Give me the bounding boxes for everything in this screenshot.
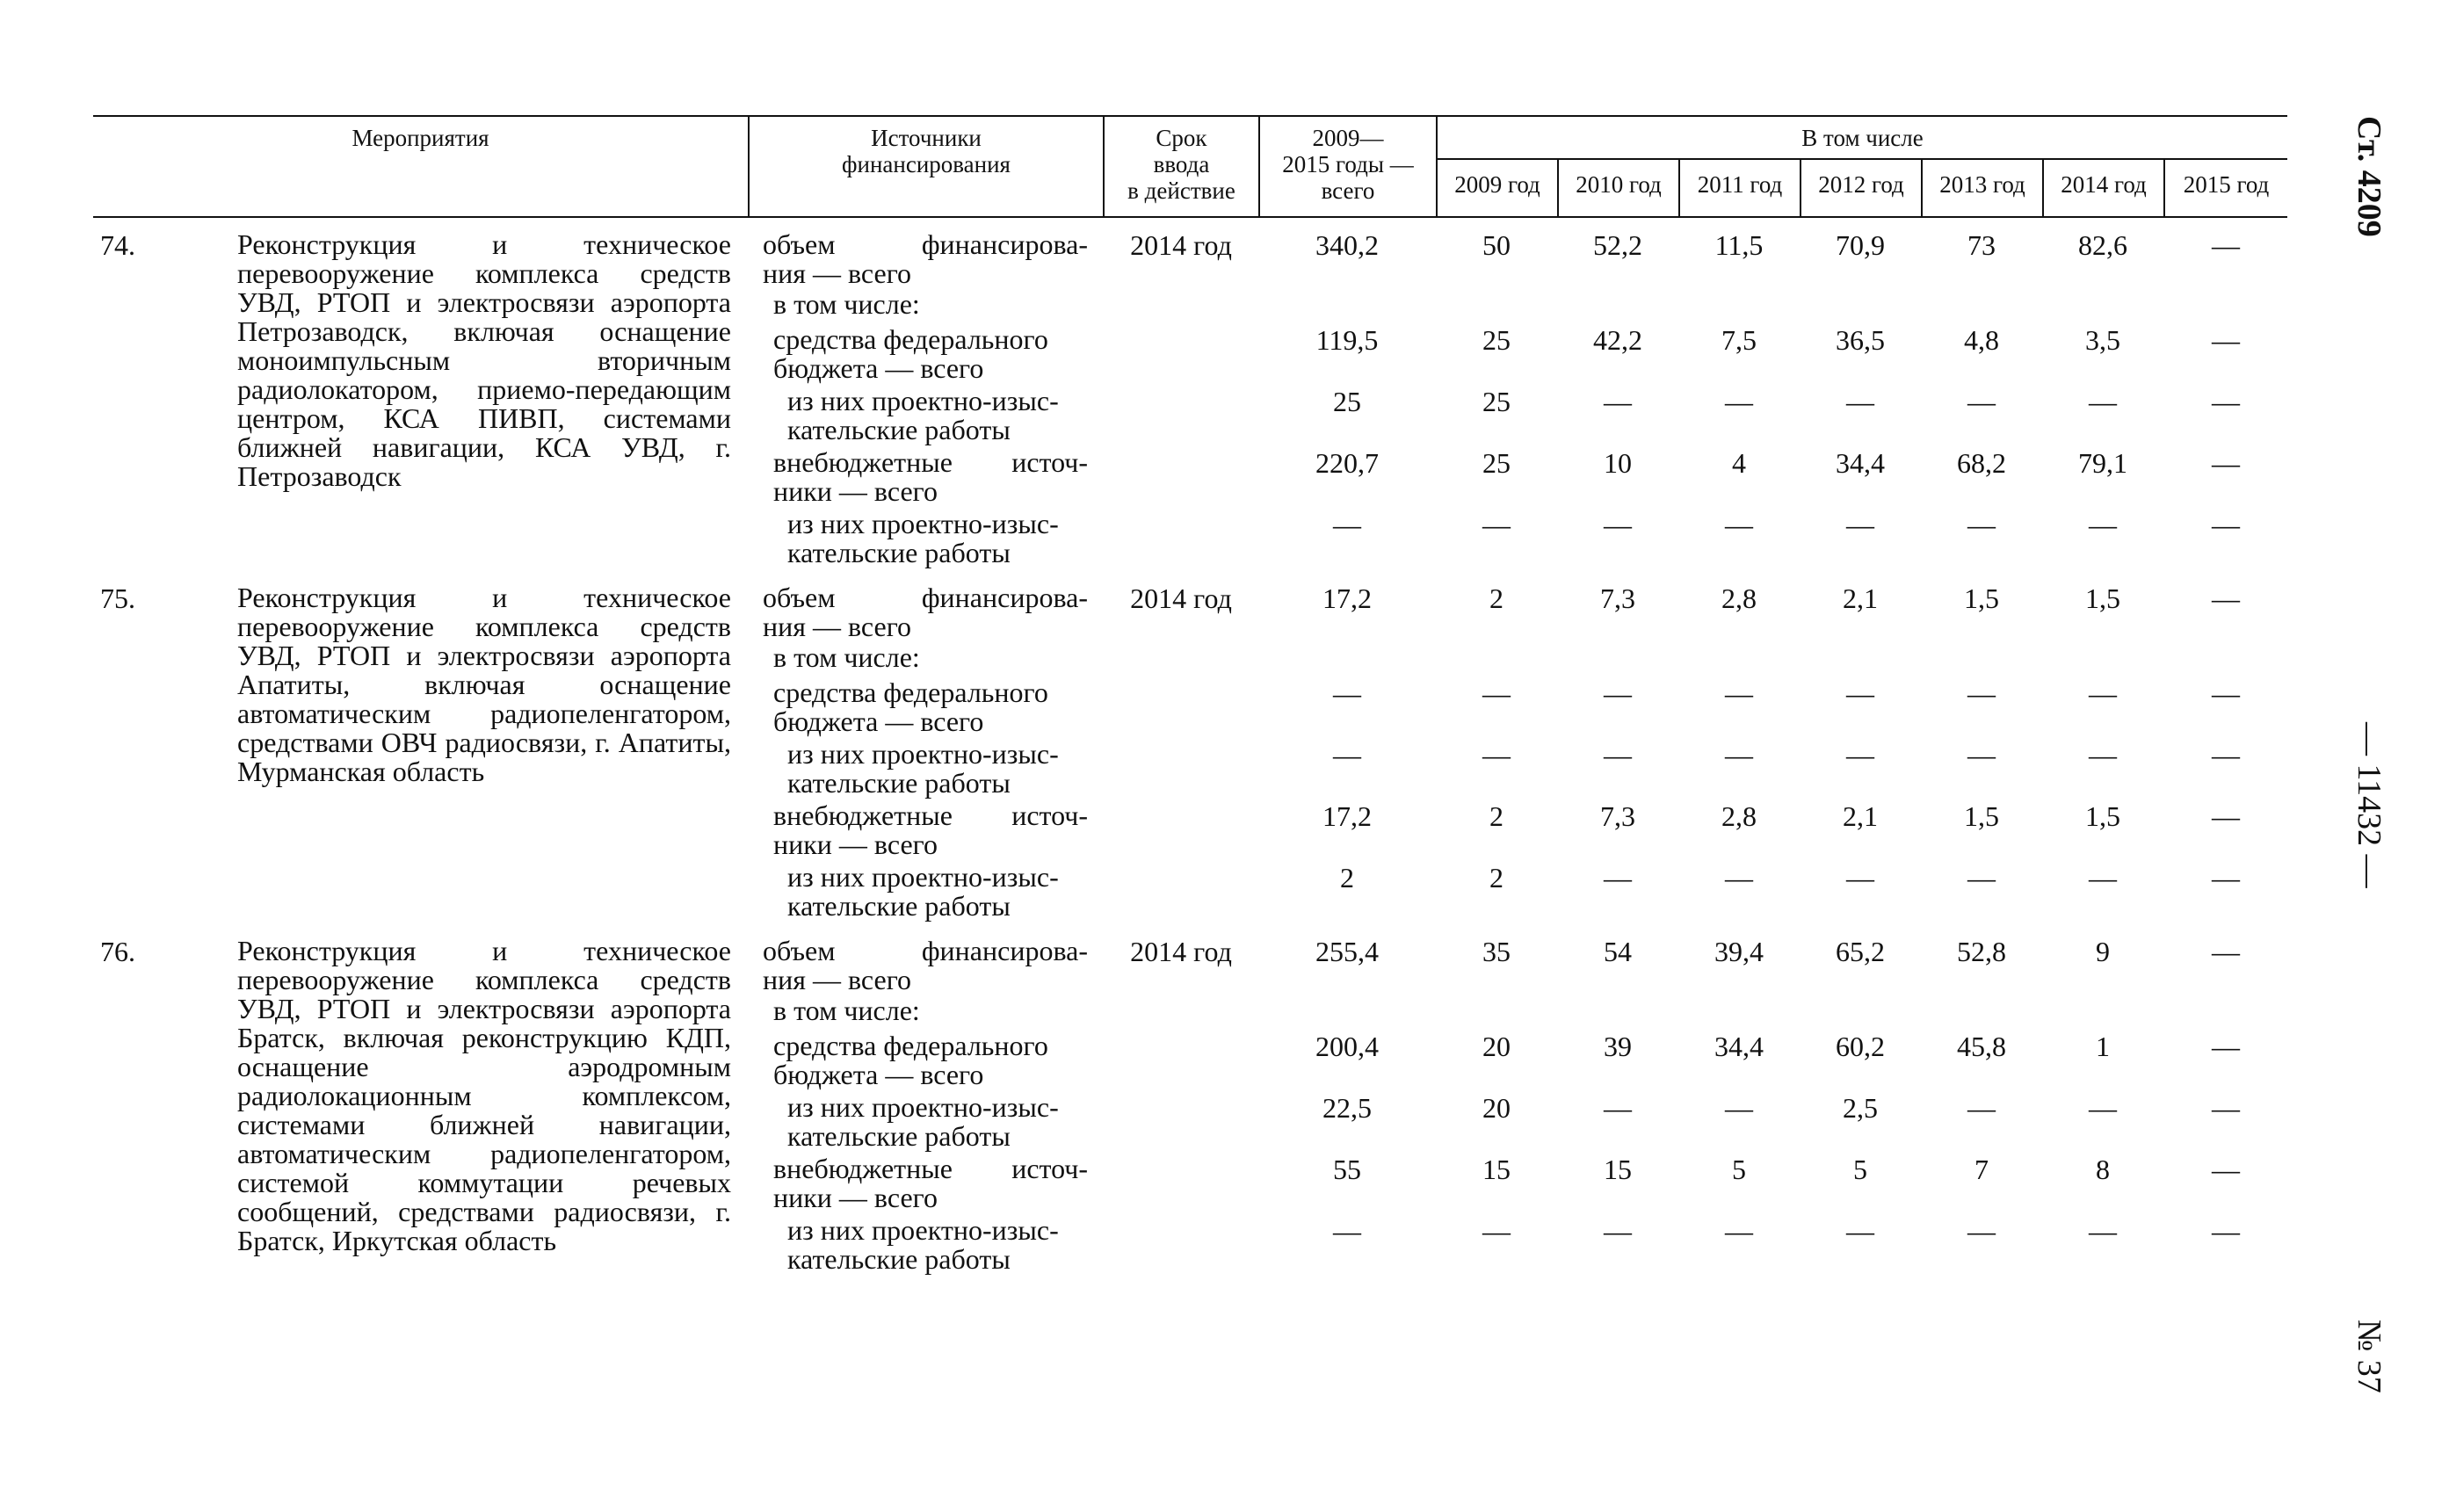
total-value-cell: 22,5 — [1322, 1092, 1372, 1124]
year-value-cell: — — [2089, 862, 2117, 893]
year-value-cell: — — [1967, 386, 1996, 417]
header-year: 2009 год — [1454, 171, 1540, 198]
header-sources-line: Источники — [871, 125, 982, 151]
total-value-cell: — — [1333, 677, 1361, 709]
year-value-cell: — — [1846, 386, 1874, 417]
year-value-cell: 2,1 — [1843, 582, 1878, 614]
year-value-cell: — — [1725, 739, 1753, 770]
year-value-cell: 1,5 — [2085, 800, 2120, 832]
years-header-rule — [1438, 158, 2287, 160]
year-value-cell: 73 — [1967, 229, 1996, 261]
page-number: — 11432 — — [2351, 722, 2387, 888]
funding-source-line: кательские работы — [787, 537, 1011, 568]
funding-source-label — [773, 448, 1088, 506]
funding-source-label — [787, 387, 1088, 445]
year-value-cell: 9 — [2096, 936, 2110, 967]
funding-source-line: кательские работы — [787, 414, 1011, 445]
year-value-cell: 20 — [1482, 1031, 1511, 1062]
funding-source-label — [773, 678, 1088, 736]
year-value-cell: 15 — [1604, 1154, 1632, 1185]
year-value-cell: — — [1482, 1215, 1511, 1247]
total-value-cell: 340,2 — [1315, 229, 1379, 261]
year-value-cell: 34,4 — [1836, 447, 1885, 479]
funding-source-line: ния — всего — [763, 964, 912, 995]
year-value-cell: — — [1725, 1215, 1753, 1247]
measure-description: Реконструкция и техническое перевооружение комплекса средств УВД, РТОП и электросвязи аэропорта Братск, включая реконструкцию КДП, оснащение аэродромным радиолокационным комплексом, системами ближней навигации, автоматическим радиопеленгатором, системой коммутации речевых сообщений, средствами радиосвязи, г. Братск, Иркутская область — [237, 935, 731, 1256]
funding-source-line: бюджета — всего — [773, 352, 984, 384]
funding-source-label — [773, 643, 1088, 672]
funding-source-label — [763, 583, 1088, 641]
year-value-cell: 39 — [1604, 1031, 1632, 1062]
year-value-cell: — — [2212, 1154, 2240, 1185]
year-value-cell: 52,2 — [1593, 229, 1642, 261]
year-value-cell: — — [2212, 800, 2240, 832]
header-total — [1260, 125, 1436, 204]
funding-source-line: ники — всего — [773, 475, 938, 507]
table-header-bottom-rule — [93, 216, 2287, 218]
year-value-cell: 20 — [1482, 1092, 1511, 1124]
year-value-cell: 82,6 — [2078, 229, 2127, 261]
year-value-cell: 25 — [1482, 386, 1511, 417]
year-value-cell: 60,2 — [1836, 1031, 1885, 1062]
funding-source-line: объем финансирова- — [763, 935, 1088, 966]
row-number: 76. — [100, 936, 135, 967]
funding-source-line: кательские работы — [787, 1243, 1011, 1275]
year-value-cell: 1,5 — [2085, 582, 2120, 614]
year-value-cell: — — [1604, 386, 1632, 417]
total-value-cell: 25 — [1333, 386, 1361, 417]
year-value-cell: — — [2212, 936, 2240, 967]
measure-description: Реконструкция и техническое перевооружение комплекса средств УВД, РТОП и электросвязи аэропорта Петрозаводск, включая оснащение моноимпульсным вторичным радиолокатором, приемо-передающим центром, КСА ПИВП, системами ближней навигации, КСА УВД, г. Петрозаводск — [237, 228, 731, 492]
year-value-cell: 4,8 — [1964, 324, 1999, 356]
funding-source-label — [763, 937, 1088, 995]
year-value-cell: 79,1 — [2078, 447, 2127, 479]
year-value-cell: — — [2089, 1092, 2117, 1124]
row-number: 75. — [100, 582, 135, 614]
measure-description: Реконструкция и техническое перевооружение комплекса средств УВД, РТОП и электросвязи аэропорта Апатиты, включая оснащение автоматическим радиопеленгатором, средствами ОВЧ радиосвязи, г. Апатиты, Мурманская область — [237, 582, 731, 787]
year-value-cell: 2 — [1489, 800, 1503, 832]
total-value-cell: — — [1333, 1215, 1361, 1247]
funding-source-label — [773, 996, 1088, 1025]
year-value-cell: — — [1725, 862, 1753, 893]
total-value-cell: 17,2 — [1322, 582, 1372, 614]
year-value-cell: 36,5 — [1836, 324, 1885, 356]
funding-source-line: из них проектно-изыс- — [787, 738, 1059, 770]
year-value-cell: — — [1846, 677, 1874, 709]
year-value-cell: — — [2089, 509, 2117, 540]
funding-source-label — [773, 290, 1088, 319]
header-term-line: в действие — [1127, 177, 1235, 204]
year-value-cell: — — [1967, 1092, 1996, 1124]
year-value-cell: — — [2212, 324, 2240, 356]
funding-source-line: кательские работы — [787, 890, 1011, 922]
row-number: 74. — [100, 229, 135, 261]
year-value-cell: 7,3 — [1600, 582, 1635, 614]
table-top-rule — [93, 115, 2287, 117]
year-value-cell: 3,5 — [2085, 324, 2120, 356]
funding-source-line: ники — всего — [773, 828, 938, 860]
year-value-cell: — — [1725, 677, 1753, 709]
year-value-cell: 5 — [1732, 1154, 1746, 1185]
funding-source-label — [773, 801, 1088, 859]
total-value-cell: 119,5 — [1315, 324, 1379, 356]
header-year: 2010 год — [1576, 171, 1662, 198]
header-measures: Мероприятия — [351, 125, 489, 151]
issue-number: № 37 — [2351, 1320, 2387, 1393]
funding-source-line: бюджета — всего — [773, 705, 984, 737]
year-value-cell: — — [2212, 582, 2240, 614]
year-value-cell: 65,2 — [1836, 936, 1885, 967]
funding-source-line: из них проектно-изыс- — [787, 1214, 1059, 1246]
year-value-cell: 1 — [2096, 1031, 2110, 1062]
year-value-cell: — — [2089, 677, 2117, 709]
funding-source-line: ники — всего — [773, 1182, 938, 1213]
year-value-cell: — — [2212, 677, 2240, 709]
year-value-cell: — — [1967, 509, 1996, 540]
year-value-cell: 1,5 — [1964, 582, 1999, 614]
year-value-cell: — — [2212, 1092, 2240, 1124]
year-value-cell: 1,5 — [1964, 800, 1999, 832]
total-value-cell: 200,4 — [1315, 1031, 1379, 1062]
funding-source-line: из них проектно-изыс- — [787, 861, 1059, 893]
year-value-cell: 25 — [1482, 324, 1511, 356]
funding-source-line: из них проектно-изыс- — [787, 1091, 1059, 1123]
header-including: В том числе — [1801, 125, 1924, 151]
header-year: 2015 год — [2183, 171, 2270, 198]
funding-source-line: кательские работы — [787, 1120, 1011, 1152]
year-value-cell: — — [2089, 1215, 2117, 1247]
year-value-cell: 39,4 — [1714, 936, 1764, 967]
funding-source-line: кательские работы — [787, 767, 1011, 799]
year-value-cell: 25 — [1482, 447, 1511, 479]
year-value-cell: — — [1725, 1092, 1753, 1124]
year-value-cell: 2 — [1489, 862, 1503, 893]
year-value-cell: 2,5 — [1843, 1092, 1878, 1124]
year-value-cell: 70,9 — [1836, 229, 1885, 261]
year-value-cell: — — [2212, 862, 2240, 893]
header-year: 2012 год — [1818, 171, 1904, 198]
year-value-cell: 34,4 — [1714, 1031, 1764, 1062]
funding-source-label — [787, 740, 1088, 798]
funding-source-line: внебюджетные источ- — [773, 799, 1088, 831]
year-value-cell: — — [1967, 677, 1996, 709]
total-value-cell: 2 — [1340, 862, 1354, 893]
year-value-cell: 54 — [1604, 936, 1632, 967]
year-value-cell: — — [1604, 739, 1632, 770]
year-value-cell: 2,1 — [1843, 800, 1878, 832]
header-year: 2013 год — [1939, 171, 2025, 198]
total-value-cell: 55 — [1333, 1154, 1361, 1185]
funding-source-label — [773, 1031, 1088, 1089]
year-value-cell: 50 — [1482, 229, 1511, 261]
funding-source-label — [763, 230, 1088, 288]
year-value-cell: — — [1482, 677, 1511, 709]
funding-source-line: объем финансирова- — [763, 582, 1088, 613]
total-value-cell: 17,2 — [1322, 800, 1372, 832]
year-value-cell: 7,3 — [1600, 800, 1635, 832]
commissioning-term: 2014 год — [1130, 229, 1232, 261]
year-value-cell: — — [2212, 509, 2240, 540]
funding-source-line: внебюджетные источ- — [773, 446, 1088, 478]
year-value-cell: — — [2212, 1215, 2240, 1247]
year-value-cell: — — [1482, 739, 1511, 770]
commissioning-term: 2014 год — [1130, 936, 1232, 967]
year-value-cell: — — [2212, 739, 2240, 770]
header-total-line: 2015 годы — — [1282, 151, 1414, 177]
page-reference: Ст. 4209 — [2351, 116, 2387, 237]
year-value-cell: 2,8 — [1721, 582, 1757, 614]
year-value-cell: — — [2212, 1031, 2240, 1062]
year-value-cell: 11,5 — [1714, 229, 1764, 261]
year-value-cell: 4 — [1732, 447, 1746, 479]
year-value-cell: 7,5 — [1721, 324, 1757, 356]
funding-source-line: в том числе: — [773, 288, 920, 320]
header-year: 2014 год — [2061, 171, 2147, 198]
year-value-cell: — — [2212, 229, 2240, 261]
header-term-line: Срок — [1156, 125, 1207, 151]
year-value-cell: 52,8 — [1957, 936, 2006, 967]
year-value-cell: — — [1846, 509, 1874, 540]
funding-source-line: средства федерального — [773, 323, 1048, 355]
year-value-cell: — — [1967, 862, 1996, 893]
year-value-cell: — — [2212, 386, 2240, 417]
funding-source-line: средства федерального — [773, 1030, 1048, 1061]
year-value-cell: — — [2212, 447, 2240, 479]
total-value-cell: — — [1333, 509, 1361, 540]
funding-source-line: ния — всего — [763, 611, 912, 642]
year-value-cell: 8 — [2096, 1154, 2110, 1185]
funding-source-line: в том числе: — [773, 995, 920, 1026]
funding-source-line: бюджета — всего — [773, 1059, 984, 1090]
year-value-cell: — — [1604, 677, 1632, 709]
header-term-line: ввода — [1153, 151, 1210, 177]
funding-source-label — [787, 1093, 1088, 1151]
funding-source-label — [787, 510, 1088, 568]
header-total-line: всего — [1321, 177, 1375, 204]
funding-source-line: внебюджетные источ- — [773, 1153, 1088, 1184]
funding-source-line: ния — всего — [763, 257, 912, 289]
commissioning-term: 2014 год — [1130, 582, 1232, 614]
year-value-cell: — — [1846, 739, 1874, 770]
year-value-cell: — — [1967, 1215, 1996, 1247]
funding-source-label — [773, 325, 1088, 383]
year-value-cell: 45,8 — [1957, 1031, 2006, 1062]
year-value-cell: — — [1604, 1092, 1632, 1124]
funding-source-line: из них проектно-изыс- — [787, 385, 1059, 416]
header-sources — [750, 125, 1103, 177]
header-year: 2011 год — [1697, 171, 1783, 198]
funding-source-label — [773, 1154, 1088, 1212]
total-value-cell: 255,4 — [1315, 936, 1379, 967]
year-value-cell: — — [1604, 1215, 1632, 1247]
funding-source-line: средства федерального — [773, 676, 1048, 708]
year-value-cell: 10 — [1604, 447, 1632, 479]
year-value-cell: — — [1482, 509, 1511, 540]
total-value-cell: 220,7 — [1315, 447, 1379, 479]
funding-source-line: из них проектно-изыс- — [787, 508, 1059, 539]
year-value-cell: — — [2089, 386, 2117, 417]
funding-source-line: в том числе: — [773, 641, 920, 673]
header-sources-line: финансирования — [842, 151, 1011, 177]
year-value-cell: — — [2089, 739, 2117, 770]
header-term — [1105, 125, 1258, 204]
year-value-cell: — — [1604, 509, 1632, 540]
year-value-cell: — — [1846, 862, 1874, 893]
year-value-cell: 42,2 — [1593, 324, 1642, 356]
year-value-cell: 68,2 — [1957, 447, 2006, 479]
year-value-cell: — — [1604, 862, 1632, 893]
year-value-cell: 2 — [1489, 582, 1503, 614]
year-value-cell: — — [1846, 1215, 1874, 1247]
year-value-cell: 5 — [1853, 1154, 1867, 1185]
total-value-cell: — — [1333, 739, 1361, 770]
year-value-cell: — — [1967, 739, 1996, 770]
year-value-cell: 7 — [1974, 1154, 1989, 1185]
year-value-cell: 35 — [1482, 936, 1511, 967]
funding-source-label — [787, 1216, 1088, 1274]
year-value-cell: — — [1725, 386, 1753, 417]
funding-source-label — [787, 863, 1088, 921]
year-value-cell: 15 — [1482, 1154, 1511, 1185]
header-total-line: 2009— — [1312, 125, 1384, 151]
year-value-cell: 2,8 — [1721, 800, 1757, 832]
funding-source-line: объем финансирова- — [763, 228, 1088, 260]
year-value-cell: — — [1725, 509, 1753, 540]
